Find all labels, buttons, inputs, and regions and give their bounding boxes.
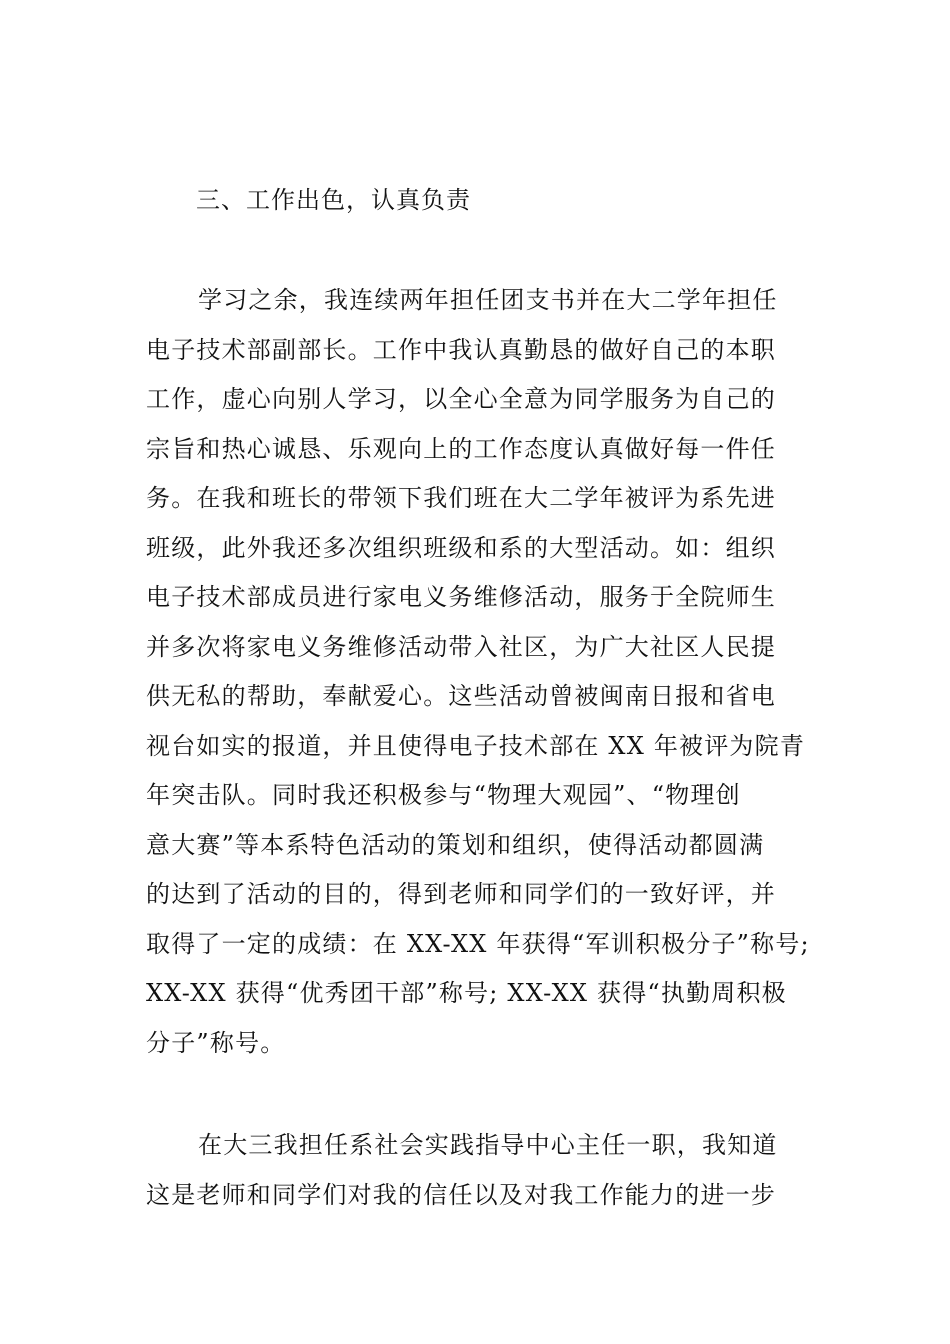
paragraph-line: 在大三我担任系社会实践指导中心主任一职，我知道 <box>198 1131 778 1159</box>
paragraph-line: 分子”称号。 <box>146 1028 286 1057</box>
paragraph-line: 班级，此外我还多次组织班级和系的大型活动。如：组织 <box>146 533 776 562</box>
paragraph-line: 电子技术部副部长。工作中我认真勤恳的做好自己的本职 <box>146 335 776 364</box>
section-heading: 三、工作出色，认真负责 <box>196 186 471 214</box>
paragraph-line: 宗旨和热心诚恳、乐观向上的工作态度认真做好每一件任 <box>146 434 776 463</box>
paragraph-line: 电子技术部成员进行家电义务维修活动，服务于全院师生 <box>146 583 776 611</box>
paragraph-line: 这是老师和同学们对我的信任以及对我工作能力的进一步 <box>146 1180 776 1209</box>
paragraph-junior-year <box>146 1121 816 1220</box>
paragraph-line: XX-XX 获得“优秀团干部”称号; XX-XX 获得“执勤周积极 <box>146 979 787 1007</box>
paragraph-line: 视台如实的报道，并且使得电子技术部在 XX 年被评为院青 <box>146 731 806 760</box>
paragraph-line: 取得了一定的成绩：在 XX-XX 年获得“军训积极分子”称号; <box>146 929 810 958</box>
paragraph-line: 年突击队。同时我还积极参与“物理大观园”、“物理创 <box>146 781 741 809</box>
paragraph-line: 学习之余，我连续两年担任团支书并在大二学年担任 <box>198 286 778 314</box>
paragraph-line: 工作，虚心向别人学习，以全心全意为同学服务为自己的 <box>146 385 776 413</box>
paragraph-line: 务。在我和班长的带领下我们班在大二学年被评为系先进 <box>146 484 776 512</box>
paragraph-line: 供无私的帮助，奉献爱心。这些活动曾被闽南日报和省电 <box>146 682 776 710</box>
paragraph-line: 意大赛”等本系特色活动的策划和组织，使得活动都圆满 <box>146 830 765 859</box>
paragraph-line: 并多次将家电义务维修活动带入社区，为广大社区人民提 <box>146 632 776 661</box>
paragraph-work-experience <box>146 276 816 1068</box>
paragraph-line: 的达到了活动的目的，得到老师和同学们的一致好评，并 <box>146 880 776 908</box>
